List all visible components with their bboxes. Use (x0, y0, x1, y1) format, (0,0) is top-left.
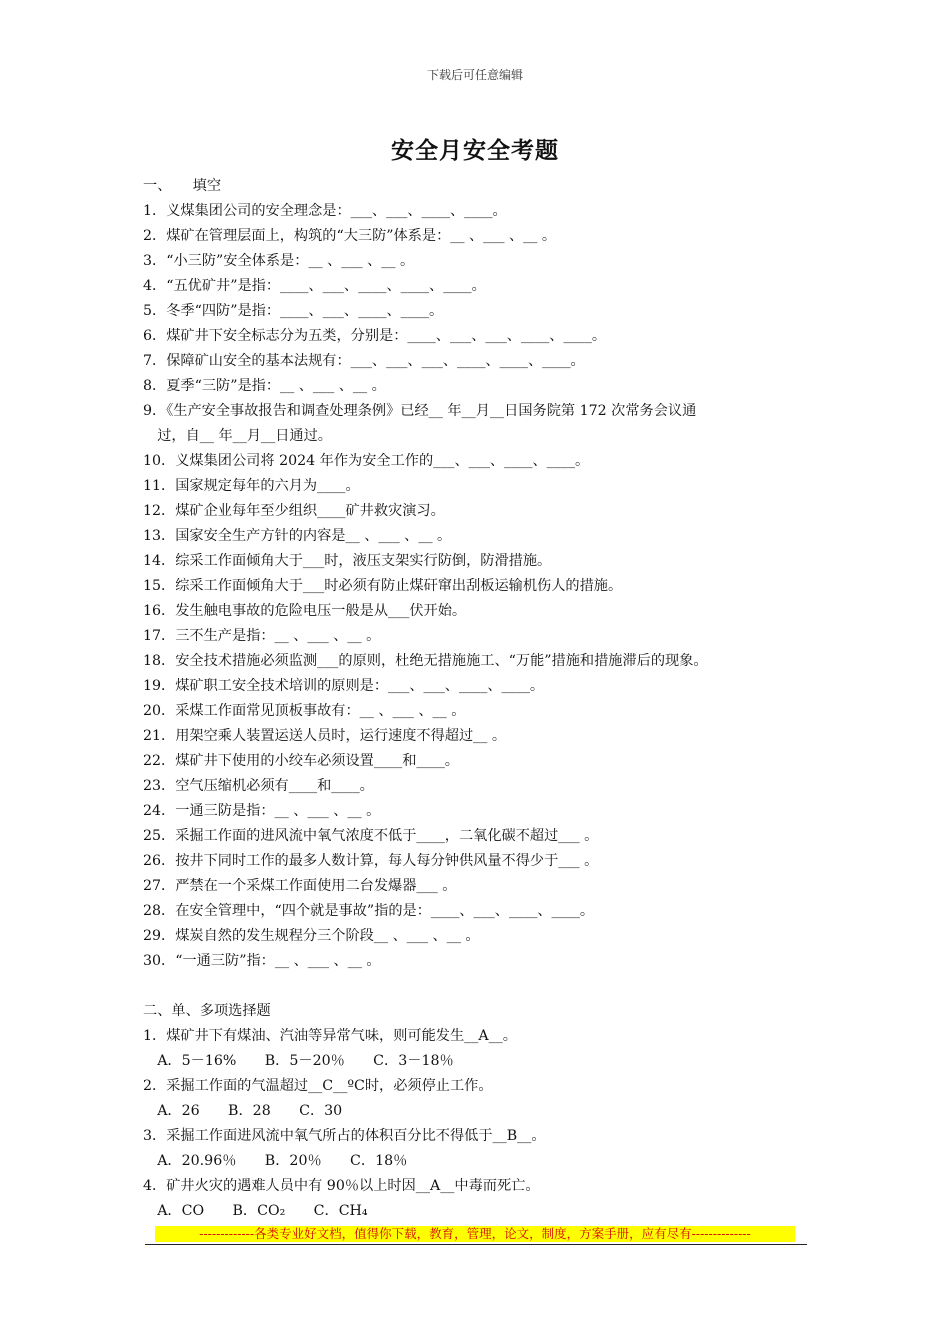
question-line: 9．《生产安全事故报告和调查处理条例》已经__ 年__月__日国务院第 172 次常务会议通 (143, 403, 697, 419)
question-line: 5．冬季“四防”是指：____、___、____、____。 (143, 303, 444, 319)
question-line: 11．国家规定每年的六月为____。 (143, 478, 360, 494)
section-heading-choice: 二、单、多项选择题 (143, 1003, 271, 1019)
question-line: 14．综采工作面倾角大于___时，液压支架实行防倒，防滑措施。 (143, 553, 552, 569)
question-line: 10．义煤集团公司将 2024 年作为安全工作的___、___、____、____。 (143, 453, 590, 469)
question-line: 3．“小三防”安全体系是：__ 、___ 、__ 。 (143, 253, 415, 269)
question-line: 2．煤矿在管理层面上，构筑的“大三防”体系是：__ 、___ 、__ 。 (143, 228, 557, 244)
section-spacer (143, 974, 833, 999)
question-line: A．20.96％ B．20％ C．18％ (143, 1153, 408, 1169)
question-line: 12．煤矿企业每年至少组织____矿井救灾演习。 (143, 503, 445, 519)
choice-list (143, 1024, 833, 1224)
question-line: A．26 B．28 C．30 (143, 1103, 343, 1119)
question-line: 25．采掘工作面的进风流中氧气浓度不低于____，二氧化碳不超过___ 。 (143, 828, 599, 844)
section-heading-fill-blank: 一、 填空 (143, 178, 222, 194)
question-line: 17．三不生产是指：__ 、___ 、__ 。 (143, 628, 381, 644)
question-line: 22．煤矿井下使用的小绞车必须设置____和____。 (143, 753, 459, 769)
question-line: 7．保障矿山安全的基本法规有：___、___、___、____、____、____。 (143, 353, 585, 369)
question-line: 6．煤矿井下安全标志分为五类，分别是：____、___、___、____、____。 (143, 328, 607, 344)
question-line: 过，自__ 年__月__日通过。 (143, 428, 332, 444)
question-line: A．CO B．CO₂ C．CH₄ (143, 1203, 368, 1219)
footer-divider (145, 1244, 807, 1245)
fill-blank-list (143, 199, 833, 974)
question-line: 13．国家安全生产方针的内容是__ 、___ 、__ 。 (143, 528, 452, 544)
question-line: 24．一通三防是指：__ 、___ 、__ 。 (143, 803, 381, 819)
question-line: 18．安全技术措施必须监测___的原则，杜绝无措施施工、“万能”措施和措施滞后的现象。 (143, 653, 708, 669)
question-line: 28．在安全管理中，“四个就是事故”指的是：____、___、____、____。 (143, 903, 595, 919)
question-line: 29．煤炭自然的发生规程分三个阶段__ 、___ 、__ 。 (143, 928, 480, 944)
question-line: 3．采掘工作面进风流中氧气所占的体积百分比不得低于__B__。 (143, 1128, 546, 1144)
question-line: 15．综采工作面倾角大于___时必须有防止煤矸窜出刮板运输机伤人的措施。 (143, 578, 623, 594)
question-line: 20．采煤工作面常见顶板事故有：__ 、___ 、__ 。 (143, 703, 466, 719)
question-line: 19．煤矿职工安全技术培训的原则是：___、___、____、____。 (143, 678, 545, 694)
footer-banner: -------------各类专业好文档，值得你下载，教育，管理，论文，制度，方案手册，应有尽有-------------- (155, 1226, 795, 1242)
header-note: 下载后可任意编辑 (426, 68, 523, 82)
question-line: 8．夏季“三防”是指：__ 、___ 、__ 。 (143, 378, 386, 394)
question-line: 30．“一通三防”指：__ 、___ 、__ 。 (143, 953, 381, 969)
question-line: 1．煤矿井下有煤油、汽油等异常气味，则可能发生__A__。 (143, 1028, 517, 1044)
exam-content (143, 174, 833, 1224)
question-line: 2．采掘工作面的气温超过__C__ºC时，必须停止工作。 (143, 1078, 493, 1094)
question-line: 4．“五优矿井”是指：____、___、____、____、____。 (143, 278, 486, 294)
question-line: 26．按井下同时工作的最多人数计算，每人每分钟供风量不得少于___ 。 (143, 853, 599, 869)
question-line: 23．空气压缩机必须有____和____。 (143, 778, 374, 794)
question-line: 27．严禁在一个采煤工作面使用二台发爆器___ 。 (143, 878, 457, 894)
page-title: 安全月安全考题 (391, 138, 559, 164)
question-line: 4．矿井火灾的遇难人员中有 90％以上时因__A__中毒而死亡。 (143, 1178, 540, 1194)
question-line: 21．用架空乘人装置运送人员时，运行速度不得超过__ 。 (143, 728, 507, 744)
question-line: 16．发生触电事故的危险电压一般是从___伏开始。 (143, 603, 467, 619)
question-line: A．5－16% B．5－20％ C．3－18％ (143, 1053, 454, 1069)
question-line: 1．义煤集团公司的安全理念是：___、___、____、____。 (143, 203, 507, 219)
